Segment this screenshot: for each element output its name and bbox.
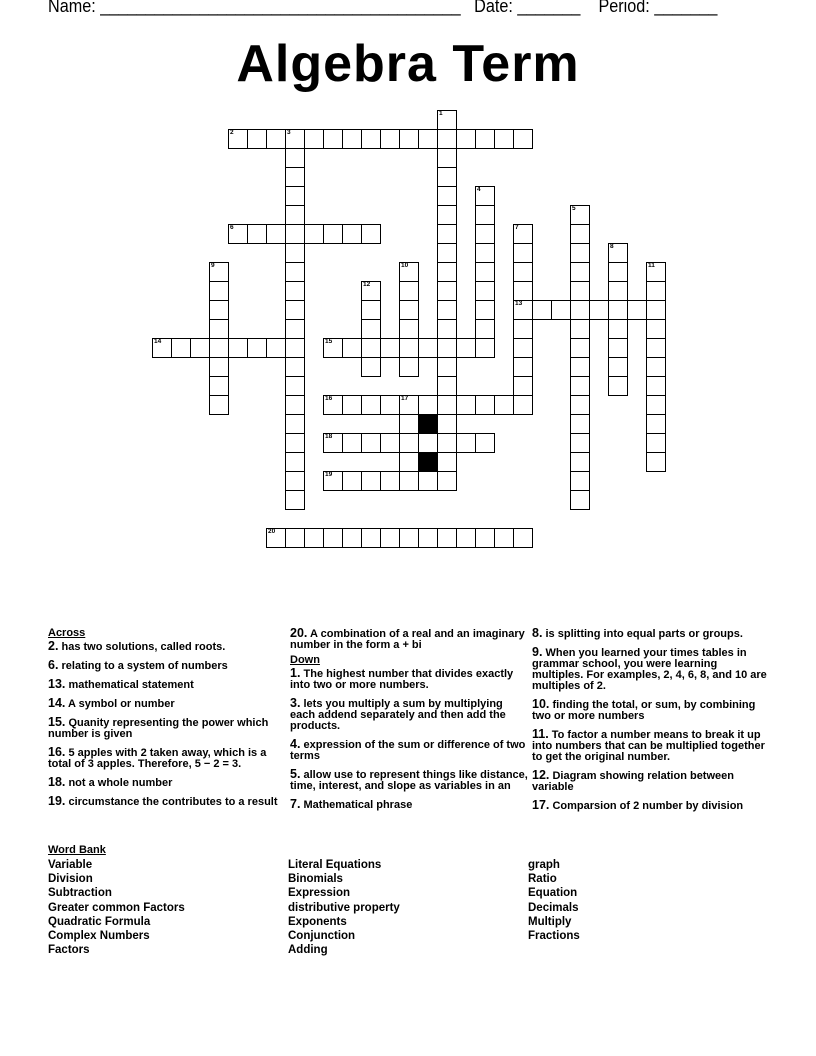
grid-cell[interactable] xyxy=(209,395,229,415)
grid-cell[interactable] xyxy=(323,338,343,358)
word-bank-item: Decimals xyxy=(528,901,579,914)
grid-cell[interactable] xyxy=(285,395,305,415)
grid-cell[interactable] xyxy=(285,357,305,377)
grid-cell[interactable] xyxy=(570,243,590,263)
grid-cell[interactable] xyxy=(380,433,400,453)
clue-number: 12 xyxy=(363,281,371,288)
grid-cell[interactable] xyxy=(247,338,267,358)
grid-cell[interactable] xyxy=(570,414,590,434)
grid-cell[interactable] xyxy=(646,452,666,472)
grid-cell[interactable] xyxy=(209,262,229,282)
grid-cell[interactable] xyxy=(247,129,267,149)
grid-cell[interactable] xyxy=(285,319,305,339)
grid-cell[interactable] xyxy=(361,357,381,377)
grid-cell[interactable] xyxy=(437,186,457,206)
grid-cell[interactable] xyxy=(570,205,590,225)
grid-cell[interactable] xyxy=(437,338,457,358)
grid-cell[interactable] xyxy=(437,129,457,149)
clue-number: 10 xyxy=(401,262,409,269)
grid-cell[interactable] xyxy=(209,281,229,301)
grid-cell[interactable] xyxy=(437,433,457,453)
black-cell xyxy=(418,452,438,472)
word-bank-item: Adding xyxy=(288,944,328,957)
word-bank-column-3 xyxy=(528,858,580,943)
grid-cell[interactable] xyxy=(304,528,324,548)
grid-cell[interactable] xyxy=(570,490,590,510)
word-bank-item: Expression xyxy=(288,887,350,900)
clue-across-13: 13. mathematical statement xyxy=(48,677,194,691)
grid-cell[interactable] xyxy=(437,167,457,187)
grid-cell[interactable] xyxy=(209,300,229,320)
clue-down-12: 12. Diagram showing relation between variable xyxy=(532,768,734,793)
clue-number: 11 xyxy=(648,262,655,269)
grid-cell[interactable] xyxy=(361,281,381,301)
grid-cell[interactable] xyxy=(209,338,229,358)
grid-cell[interactable] xyxy=(285,281,305,301)
grid-cell[interactable] xyxy=(475,129,495,149)
grid-cell[interactable] xyxy=(646,433,666,453)
name-label: Name: xyxy=(48,0,96,16)
word-bank-column-1 xyxy=(48,858,185,957)
grid-cell[interactable] xyxy=(361,338,381,358)
clue-across-19: 19. circumstance the contributes to a result xyxy=(48,794,278,808)
grid-cell[interactable] xyxy=(418,528,438,548)
grid-cell[interactable] xyxy=(399,433,419,453)
grid-cell[interactable] xyxy=(399,395,419,415)
grid-cell[interactable] xyxy=(646,357,666,377)
grid-cell[interactable] xyxy=(513,528,533,548)
grid-cell[interactable] xyxy=(437,148,457,168)
clues-column-2 xyxy=(290,628,528,818)
grid-cell[interactable] xyxy=(456,528,476,548)
grid-cell[interactable] xyxy=(646,281,666,301)
grid-cell[interactable] xyxy=(608,281,628,301)
grid-cell[interactable] xyxy=(475,262,495,282)
word-bank-item: Division xyxy=(48,873,93,886)
grid-cell[interactable] xyxy=(266,224,286,244)
word-bank-item: Literal Equations xyxy=(288,859,382,871)
word-bank-item: Ratio xyxy=(528,873,557,886)
clues-column-1 xyxy=(48,628,283,815)
word-bank-column-2 xyxy=(288,858,400,957)
period-line[interactable]: _______ xyxy=(654,0,718,16)
grid-cell[interactable] xyxy=(361,471,381,491)
grid-cell[interactable] xyxy=(437,205,457,225)
clue-number: 1 xyxy=(439,110,443,117)
grid-cell[interactable] xyxy=(475,205,495,225)
grid-cell[interactable] xyxy=(285,528,305,548)
grid-cell[interactable] xyxy=(570,224,590,244)
grid-cell[interactable] xyxy=(285,471,305,491)
grid-cell[interactable] xyxy=(323,528,343,548)
word-bank-item: Factors xyxy=(48,944,90,957)
word-bank-item: Equation xyxy=(528,887,578,900)
grid-cell[interactable] xyxy=(551,300,571,320)
across-heading: Across xyxy=(48,627,86,639)
grid-cell[interactable] xyxy=(323,224,343,244)
clue-across-18: 18. not a whole number xyxy=(48,775,173,789)
page-title: Algebra Term xyxy=(236,35,580,93)
clue-number: 15 xyxy=(325,338,333,345)
grid-cell[interactable] xyxy=(475,186,495,206)
grid-cell[interactable] xyxy=(285,224,305,244)
grid-cell[interactable] xyxy=(475,433,495,453)
grid-cell[interactable] xyxy=(399,129,419,149)
word-bank-item: Binomials xyxy=(288,873,343,886)
clue-number: 9 xyxy=(211,262,215,269)
grid-cell[interactable] xyxy=(342,129,362,149)
grid-cell[interactable] xyxy=(285,262,305,282)
grid-cell[interactable] xyxy=(209,319,229,339)
word-bank-item: distributive property xyxy=(288,901,400,914)
grid-cell[interactable] xyxy=(361,129,381,149)
grid-cell[interactable] xyxy=(285,186,305,206)
grid-cell[interactable] xyxy=(570,452,590,472)
clue-number: 8 xyxy=(610,243,614,250)
clues-column-3 xyxy=(532,628,767,819)
grid-cell[interactable] xyxy=(399,357,419,377)
period-label: Period: xyxy=(598,0,650,16)
clue-number: 5 xyxy=(572,205,576,212)
grid-cell[interactable] xyxy=(608,319,628,339)
grid-cell[interactable] xyxy=(475,395,495,415)
clue-number: 6 xyxy=(230,224,234,231)
grid-cell[interactable] xyxy=(342,395,362,415)
grid-cell[interactable] xyxy=(437,471,457,491)
grid-cell[interactable] xyxy=(342,528,362,548)
grid-cell[interactable] xyxy=(285,376,305,396)
clue-number: 2 xyxy=(230,129,234,136)
grid-cell[interactable] xyxy=(646,338,666,358)
grid-cell[interactable] xyxy=(456,433,476,453)
grid-cell[interactable] xyxy=(323,129,343,149)
grid-cell[interactable] xyxy=(475,528,495,548)
grid-cell[interactable] xyxy=(646,376,666,396)
grid-cell[interactable] xyxy=(190,338,210,358)
grid-cell[interactable] xyxy=(152,338,172,358)
clue-number: 20 xyxy=(268,528,276,535)
grid-cell[interactable] xyxy=(570,357,590,377)
clue-number: 14 xyxy=(154,338,162,345)
word-bank-item: graph xyxy=(528,859,560,871)
grid-cell[interactable] xyxy=(285,433,305,453)
grid-cell[interactable] xyxy=(361,224,381,244)
clue-number: 13 xyxy=(515,300,523,307)
grid-cell[interactable] xyxy=(399,319,419,339)
grid-cell[interactable] xyxy=(209,357,229,377)
grid-cell[interactable] xyxy=(342,338,362,358)
grid-cell[interactable] xyxy=(266,528,286,548)
clue-number: 18 xyxy=(325,433,333,440)
grid-cell[interactable] xyxy=(399,338,419,358)
clue-across-15: 15. Quanity representing the power which number is given xyxy=(48,715,269,740)
clue-down-1: 1. The highest number that divides exactly into two or more numbers. xyxy=(290,666,514,691)
grid-cell[interactable] xyxy=(418,471,438,491)
grid-cell[interactable] xyxy=(608,376,628,396)
grid-cell[interactable] xyxy=(399,414,419,434)
grid-cell[interactable] xyxy=(380,338,400,358)
grid-cell[interactable] xyxy=(418,433,438,453)
grid-cell[interactable] xyxy=(247,224,267,244)
clue-down-10: 10. finding the total, or sum, by combining two or more numbers xyxy=(532,697,756,722)
grid-cell[interactable] xyxy=(570,338,590,358)
grid-cell[interactable] xyxy=(361,319,381,339)
grid-cell[interactable] xyxy=(570,300,590,320)
clue-down-9: 9. When you learned your times tables in grammar school, you were learning multiples. For examples, 2, 4, 6, 8, and 10 are multiples of 2. xyxy=(532,645,767,692)
grid-cell[interactable] xyxy=(437,357,457,377)
grid-cell[interactable] xyxy=(513,281,533,301)
grid-cell[interactable] xyxy=(437,395,457,415)
word-bank-item: Greater common Factors xyxy=(48,901,185,914)
grid-cell[interactable] xyxy=(475,224,495,244)
grid-cell[interactable] xyxy=(475,281,495,301)
grid-cell[interactable] xyxy=(608,243,628,263)
grid-cell[interactable] xyxy=(171,338,191,358)
clue-down-7: 7. Mathematical phrase xyxy=(290,797,413,811)
grid-cell[interactable] xyxy=(380,395,400,415)
grid-cell[interactable] xyxy=(323,433,343,453)
grid-cell[interactable] xyxy=(361,300,381,320)
grid-cell[interactable] xyxy=(513,319,533,339)
grid-cell[interactable] xyxy=(380,129,400,149)
grid-cell[interactable] xyxy=(418,338,438,358)
grid-cell[interactable] xyxy=(475,300,495,320)
clue-number: 3 xyxy=(287,129,291,136)
grid-cell[interactable] xyxy=(437,528,457,548)
clue-across-6: 6. relating to a system of numbers xyxy=(48,658,228,672)
grid-cell[interactable] xyxy=(228,224,248,244)
grid-cell[interactable] xyxy=(342,433,362,453)
grid-cell[interactable] xyxy=(285,300,305,320)
grid-cell[interactable] xyxy=(437,452,457,472)
grid-cell[interactable] xyxy=(285,452,305,472)
grid-cell[interactable] xyxy=(228,129,248,149)
word-bank-item: Complex Numbers xyxy=(48,929,150,942)
word-bank-item: Conjunction xyxy=(288,929,356,942)
grid-cell[interactable] xyxy=(513,243,533,263)
grid-cell[interactable] xyxy=(285,490,305,510)
word-bank-item: Multiply xyxy=(528,915,572,928)
grid-cell[interactable] xyxy=(437,262,457,282)
grid-cell[interactable] xyxy=(475,338,495,358)
grid-cell[interactable] xyxy=(456,395,476,415)
clue-number: 17 xyxy=(401,395,409,402)
grid-cell[interactable] xyxy=(437,243,457,263)
grid-cell[interactable] xyxy=(285,243,305,263)
grid-cell[interactable] xyxy=(513,300,533,320)
grid-cell[interactable] xyxy=(475,243,495,263)
grid-cell[interactable] xyxy=(380,471,400,491)
grid-cell[interactable] xyxy=(532,300,552,320)
grid-cell[interactable] xyxy=(494,528,514,548)
grid-cell[interactable] xyxy=(285,205,305,225)
grid-cell[interactable] xyxy=(437,300,457,320)
grid-cell[interactable] xyxy=(513,224,533,244)
grid-cell[interactable] xyxy=(627,300,647,320)
grid-cell[interactable] xyxy=(399,471,419,491)
grid-cell[interactable] xyxy=(570,433,590,453)
grid-cell[interactable] xyxy=(589,300,609,320)
clue-number: 4 xyxy=(477,186,481,193)
grid-cell[interactable] xyxy=(209,376,229,396)
grid-cell[interactable] xyxy=(323,471,343,491)
grid-cell[interactable] xyxy=(418,129,438,149)
grid-cell[interactable] xyxy=(266,129,286,149)
down-heading: Down xyxy=(290,654,320,666)
grid-cell[interactable] xyxy=(456,129,476,149)
grid-cell[interactable] xyxy=(418,395,438,415)
grid-cell[interactable] xyxy=(399,281,419,301)
grid-cell[interactable] xyxy=(494,395,514,415)
grid-cell[interactable] xyxy=(399,262,419,282)
grid-cell[interactable] xyxy=(608,357,628,377)
black-cell xyxy=(418,414,438,434)
grid-cell[interactable] xyxy=(570,281,590,301)
grid-cell[interactable] xyxy=(646,319,666,339)
grid-cell[interactable] xyxy=(228,338,248,358)
grid-cell[interactable] xyxy=(608,300,628,320)
word-bank-item: Exponents xyxy=(288,915,347,928)
grid-cell[interactable] xyxy=(437,281,457,301)
clue-across-20: 20. A combination of a real and an imaginary number in the form a + bi xyxy=(290,626,525,651)
grid-cell[interactable] xyxy=(646,395,666,415)
grid-cell[interactable] xyxy=(304,129,324,149)
grid-cell[interactable] xyxy=(608,262,628,282)
clue-down-5: 5. allow use to represent things like distance, time, interest, and slope as variables in an xyxy=(290,767,528,792)
grid-cell[interactable] xyxy=(285,338,305,358)
grid-cell[interactable] xyxy=(342,471,362,491)
clue-down-4: 4. expression of the sum or difference of two terms xyxy=(290,737,526,762)
grid-cell[interactable] xyxy=(570,262,590,282)
grid-cell[interactable] xyxy=(399,528,419,548)
grid-cell[interactable] xyxy=(646,300,666,320)
grid-cell[interactable] xyxy=(475,319,495,339)
grid-cell[interactable] xyxy=(513,129,533,149)
grid-cell[interactable] xyxy=(456,338,476,358)
grid-cell[interactable] xyxy=(266,338,286,358)
grid-cell[interactable] xyxy=(285,167,305,187)
grid-cell[interactable] xyxy=(513,357,533,377)
grid-cell[interactable] xyxy=(323,395,343,415)
clue-across-16: 16. 5 apples with 2 taken away, which is a total of 3 apples. Therefore, 5 − 2 = 3. xyxy=(48,745,267,770)
clue-number: 7 xyxy=(515,224,519,231)
grid-cell[interactable] xyxy=(342,224,362,244)
word-bank-item: Fractions xyxy=(528,929,580,942)
grid-cell[interactable] xyxy=(361,395,381,415)
clue-number: 19 xyxy=(325,471,333,478)
grid-cell[interactable] xyxy=(513,262,533,282)
grid-cell[interactable] xyxy=(513,338,533,358)
clue-down-11: 11. To factor a number means to break it up into numbers that can be multiplied together to get the original number. xyxy=(532,727,765,763)
word-bank-item: Variable xyxy=(48,859,93,871)
grid-cell[interactable] xyxy=(285,129,305,149)
date-label: Date: xyxy=(474,0,513,16)
word-bank-item: Quadratic Formula xyxy=(48,915,151,928)
grid-cell[interactable] xyxy=(361,433,381,453)
grid-cell[interactable] xyxy=(570,395,590,415)
grid-cell[interactable] xyxy=(361,528,381,548)
grid-cell[interactable] xyxy=(513,395,533,415)
grid-cell[interactable] xyxy=(304,224,324,244)
date-line[interactable]: _______ xyxy=(517,0,581,16)
grid-cell[interactable] xyxy=(494,129,514,149)
grid-cell[interactable] xyxy=(437,319,457,339)
clue-down-8: 8. is splitting into equal parts or groups. xyxy=(532,626,743,640)
grid-cell[interactable] xyxy=(399,452,419,472)
grid-cell[interactable] xyxy=(437,224,457,244)
grid-cell[interactable] xyxy=(399,300,419,320)
grid-cell[interactable] xyxy=(646,262,666,282)
clue-number: 16 xyxy=(325,395,333,402)
grid-cell[interactable] xyxy=(570,319,590,339)
clue-across-14: 14. A symbol or number xyxy=(48,696,175,710)
grid-cell[interactable] xyxy=(380,528,400,548)
grid-cell[interactable] xyxy=(570,471,590,491)
grid-cell[interactable] xyxy=(646,414,666,434)
grid-cell[interactable] xyxy=(437,414,457,434)
grid-cell[interactable] xyxy=(437,376,457,396)
name-line[interactable]: ________________________________________ xyxy=(100,0,461,16)
grid-cell[interactable] xyxy=(608,338,628,358)
grid-cell[interactable] xyxy=(570,376,590,396)
word-bank-item: Subtraction xyxy=(48,887,112,900)
grid-cell[interactable] xyxy=(285,414,305,434)
clue-across-2: 2. has two solutions, called roots. xyxy=(48,639,226,653)
word-bank-heading: Word Bank xyxy=(48,844,106,856)
clue-down-3: 3. lets you multiply a sum by multiplying each addend separately and then add the products. xyxy=(290,696,506,732)
grid-cell[interactable] xyxy=(437,110,457,130)
word-bank xyxy=(48,845,106,858)
grid-cell[interactable] xyxy=(513,376,533,396)
clue-down-17: 17. Comparsion of 2 number by division xyxy=(532,798,744,812)
grid-cell[interactable] xyxy=(285,148,305,168)
